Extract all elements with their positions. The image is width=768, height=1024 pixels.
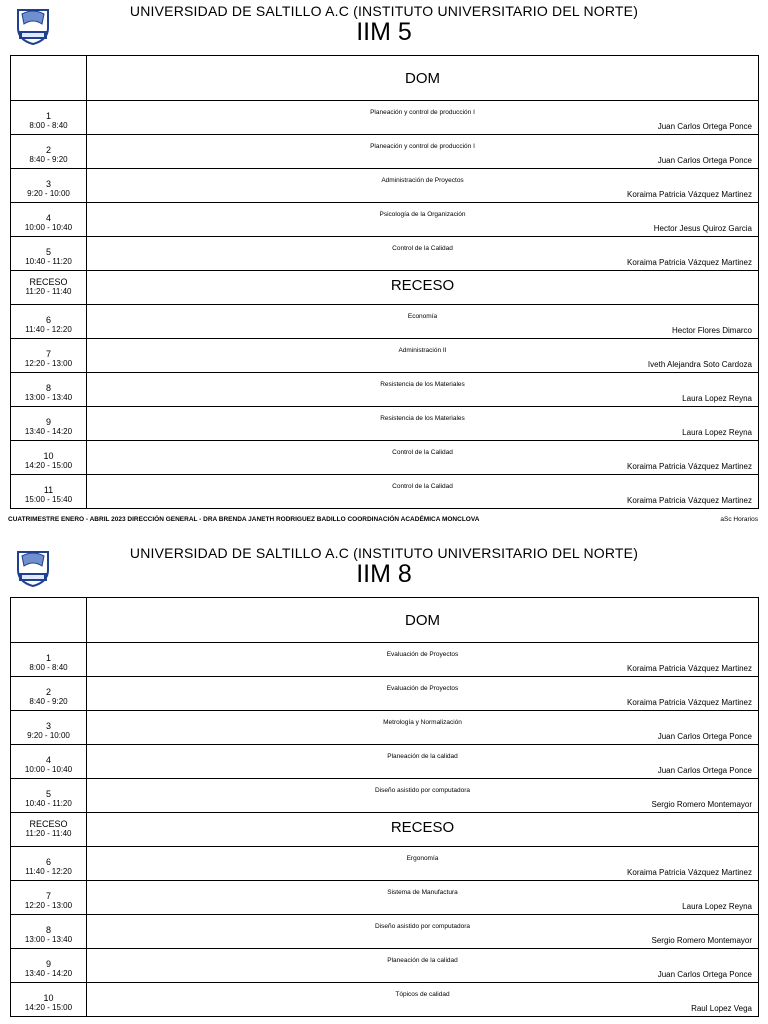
period-number: 5 bbox=[45, 789, 51, 799]
recess-label: RECESO bbox=[390, 819, 455, 836]
period-label bbox=[11, 643, 87, 677]
period-label bbox=[11, 475, 87, 509]
subject-name: Diseño asistido por computadora bbox=[374, 787, 471, 794]
period-number: 1 bbox=[45, 653, 51, 663]
period-number: 8 bbox=[45, 925, 51, 935]
period-row bbox=[11, 407, 759, 441]
period-label bbox=[11, 339, 87, 373]
period-time: 14:20 - 15:00 bbox=[24, 461, 73, 470]
teacher-name: Koraima Patricia Vázquez Martinez bbox=[627, 258, 752, 267]
teacher-name: Raul Lopez Vega bbox=[691, 1004, 752, 1013]
corner-cell bbox=[11, 598, 87, 643]
period-label bbox=[11, 881, 87, 915]
period-time: 12:20 - 13:00 bbox=[24, 901, 73, 910]
teacher-name: Koraima Patricia Vázquez Martinez bbox=[627, 190, 752, 199]
class-cell bbox=[87, 643, 759, 677]
period-time: 10:00 - 10:40 bbox=[24, 223, 73, 232]
institution-name: UNIVERSIDAD DE SALTILLO A.C (INSTITUTO UNIVERSITARIO DEL NORTE) bbox=[129, 3, 639, 19]
period-number: 10 bbox=[43, 993, 54, 1003]
period-row bbox=[11, 441, 759, 475]
period-row bbox=[11, 745, 759, 779]
period-row bbox=[11, 101, 759, 135]
teacher-name: Koraima Patricia Vázquez Martinez bbox=[627, 664, 752, 673]
period-number: RECESO bbox=[29, 277, 68, 287]
subject-name: Tópicos de calidad bbox=[395, 991, 450, 998]
teacher-name: Juan Carlos Ortega Ponce bbox=[657, 156, 752, 165]
teacher-name: Sergio Romero Montemayor bbox=[651, 800, 752, 809]
teacher-name: Juan Carlos Ortega Ponce bbox=[657, 732, 752, 741]
period-number: 9 bbox=[45, 417, 51, 427]
period-time: 11:20 - 11:40 bbox=[25, 287, 72, 296]
subject-name: Resistencia de los Materiales bbox=[380, 415, 465, 422]
period-label bbox=[11, 169, 87, 203]
period-row bbox=[11, 643, 759, 677]
subject-name: Ergonomía bbox=[406, 855, 439, 862]
class-cell bbox=[87, 983, 759, 1017]
period-label bbox=[11, 373, 87, 407]
period-row bbox=[11, 677, 759, 711]
period-time: 10:40 - 11:20 bbox=[25, 799, 72, 808]
recess-cell bbox=[87, 813, 759, 847]
period-time: 14:20 - 15:00 bbox=[24, 1003, 73, 1012]
period-number: 3 bbox=[45, 721, 51, 731]
class-cell bbox=[87, 779, 759, 813]
subject-name: Control de la Calidad bbox=[392, 449, 453, 456]
header-row bbox=[11, 598, 759, 643]
period-time: 8:40 - 9:20 bbox=[29, 697, 68, 706]
period-label bbox=[11, 407, 87, 441]
period-time: 15:00 - 15:40 bbox=[24, 495, 73, 504]
class-cell bbox=[87, 677, 759, 711]
schedule-table bbox=[10, 55, 759, 509]
schedule-title: IIM 8 bbox=[356, 560, 412, 588]
period-number: 6 bbox=[45, 315, 51, 325]
period-number: 1 bbox=[45, 111, 51, 121]
class-cell bbox=[87, 745, 759, 779]
period-row bbox=[11, 475, 759, 509]
period-label bbox=[11, 237, 87, 271]
subject-name: Evaluación de Proyectos bbox=[386, 651, 459, 658]
subject-name: Evaluación de Proyectos bbox=[386, 685, 459, 692]
period-time: 8:00 - 8:40 bbox=[29, 663, 68, 672]
subject-name: Planeación de la calidad bbox=[387, 753, 458, 760]
period-number: 11 bbox=[43, 485, 54, 495]
period-time: 9:20 - 10:00 bbox=[27, 731, 70, 740]
period-number: 9 bbox=[45, 959, 51, 969]
period-time: 8:00 - 8:40 bbox=[29, 121, 68, 130]
period-label bbox=[11, 711, 87, 745]
period-number: 5 bbox=[45, 247, 51, 257]
teacher-name: Koraima Patricia Vázquez Martinez bbox=[627, 698, 752, 707]
period-label bbox=[11, 779, 87, 813]
period-label bbox=[11, 305, 87, 339]
subject-name: Planeación de la calidad bbox=[387, 957, 458, 964]
footer bbox=[8, 516, 758, 523]
period-label bbox=[11, 813, 87, 847]
class-cell bbox=[87, 881, 759, 915]
teacher-name: Juan Carlos Ortega Ponce bbox=[657, 766, 752, 775]
corner-cell bbox=[11, 56, 87, 101]
period-time: 11:20 - 11:40 bbox=[25, 829, 72, 838]
class-cell bbox=[87, 711, 759, 745]
period-label bbox=[11, 203, 87, 237]
period-label bbox=[11, 677, 87, 711]
teacher-name: Koraima Patricia Vázquez Martinez bbox=[627, 868, 752, 877]
period-number: 7 bbox=[45, 349, 51, 359]
class-cell bbox=[87, 407, 759, 441]
period-number: 8 bbox=[45, 383, 51, 393]
period-label bbox=[11, 271, 87, 305]
recess-row bbox=[11, 813, 759, 847]
period-number: 4 bbox=[45, 213, 51, 223]
period-time: 8:40 - 9:20 bbox=[29, 155, 68, 164]
teacher-name: Iveth Alejandra Soto Cardoza bbox=[647, 360, 752, 369]
day-header: DOM bbox=[87, 598, 759, 643]
class-cell bbox=[87, 305, 759, 339]
class-cell bbox=[87, 441, 759, 475]
teacher-name: Laura Lopez Reyna bbox=[682, 902, 752, 911]
period-row bbox=[11, 915, 759, 949]
period-label bbox=[11, 135, 87, 169]
period-label bbox=[11, 847, 87, 881]
period-label bbox=[11, 949, 87, 983]
period-row bbox=[11, 779, 759, 813]
teacher-name: Juan Carlos Ortega Ponce bbox=[657, 970, 752, 979]
period-label bbox=[11, 983, 87, 1017]
period-label bbox=[11, 441, 87, 475]
period-row bbox=[11, 305, 759, 339]
header-row bbox=[11, 56, 759, 101]
period-time: 10:40 - 11:20 bbox=[25, 257, 72, 266]
period-number: 4 bbox=[45, 755, 51, 765]
footer-brand: aSc Horarios bbox=[720, 516, 758, 523]
teacher-name: Koraima Patricia Vázquez Martinez bbox=[627, 462, 752, 471]
teacher-name: Sergio Romero Montemayor bbox=[651, 936, 752, 945]
subject-name: Administración de Proyectos bbox=[381, 177, 464, 184]
subject-name: Diseño asistido por computadora bbox=[374, 923, 471, 930]
recess-row bbox=[11, 271, 759, 305]
period-row bbox=[11, 339, 759, 373]
subject-name: Planeación y control de producción I bbox=[370, 109, 475, 116]
teacher-name: Koraima Patricia Vázquez Martinez bbox=[627, 496, 752, 505]
teacher-name: Laura Lopez Reyna bbox=[682, 394, 752, 403]
teacher-name: Hector Jesus Quiroz Garcia bbox=[653, 224, 752, 233]
period-time: 11:40 - 12:20 bbox=[25, 867, 72, 876]
teacher-name: Hector Flores Dimarco bbox=[671, 326, 752, 335]
subject-name: Planeación y control de producción I bbox=[370, 143, 475, 150]
period-time: 13:40 - 14:20 bbox=[24, 969, 73, 978]
period-time: 10:00 - 10:40 bbox=[24, 765, 73, 774]
period-row bbox=[11, 169, 759, 203]
class-cell bbox=[87, 135, 759, 169]
period-number: 3 bbox=[45, 179, 51, 189]
period-label bbox=[11, 745, 87, 779]
subject-name: Metrología y Normalización bbox=[383, 719, 462, 726]
footer-text: CUATRIMESTRE ENERO - ABRIL 2023 DIRECCIÓN GENERAL - DRA BRENDA JANETH RODRIGUEZ BADILLO COORDINACIÓN ACADÉMICA MONCLOVA bbox=[8, 516, 480, 523]
class-cell bbox=[87, 339, 759, 373]
period-time: 11:40 - 12:20 bbox=[25, 325, 72, 334]
period-row bbox=[11, 711, 759, 745]
class-cell bbox=[87, 373, 759, 407]
subject-name: Administración II bbox=[398, 347, 447, 354]
period-number: 2 bbox=[45, 145, 51, 155]
class-cell bbox=[87, 949, 759, 983]
period-number: RECESO bbox=[29, 819, 68, 829]
subject-name: Economía bbox=[407, 313, 438, 320]
period-row bbox=[11, 237, 759, 271]
class-cell bbox=[87, 203, 759, 237]
period-number: 10 bbox=[43, 451, 54, 461]
period-row bbox=[11, 847, 759, 881]
institution-name: UNIVERSIDAD DE SALTILLO A.C (INSTITUTO UNIVERSITARIO DEL NORTE) bbox=[129, 545, 639, 561]
class-cell bbox=[87, 101, 759, 135]
period-time: 13:00 - 13:40 bbox=[24, 393, 73, 402]
subject-name: Control de la Calidad bbox=[392, 245, 453, 252]
class-cell bbox=[87, 847, 759, 881]
period-label bbox=[11, 915, 87, 949]
teacher-name: Laura Lopez Reyna bbox=[682, 428, 752, 437]
subject-name: Sistema de Manufactura bbox=[387, 889, 458, 896]
period-number: 2 bbox=[45, 687, 51, 697]
period-row bbox=[11, 203, 759, 237]
period-row bbox=[11, 135, 759, 169]
schedule-table bbox=[10, 597, 759, 1017]
recess-label: RECESO bbox=[390, 277, 455, 294]
period-time: 13:00 - 13:40 bbox=[24, 935, 73, 944]
period-number: 7 bbox=[45, 891, 51, 901]
class-cell bbox=[87, 169, 759, 203]
period-row bbox=[11, 949, 759, 983]
period-row bbox=[11, 373, 759, 407]
period-label bbox=[11, 101, 87, 135]
period-number: 6 bbox=[45, 857, 51, 867]
period-time: 9:20 - 10:00 bbox=[27, 189, 70, 198]
period-row bbox=[11, 881, 759, 915]
subject-name: Psicología de la Organización bbox=[379, 211, 466, 218]
day-header: DOM bbox=[87, 56, 759, 101]
period-row bbox=[11, 983, 759, 1017]
schedule-title: IIM 5 bbox=[356, 18, 412, 46]
subject-name: Control de la Calidad bbox=[392, 483, 453, 490]
period-time: 13:40 - 14:20 bbox=[24, 427, 73, 436]
class-cell bbox=[87, 475, 759, 509]
teacher-name: Juan Carlos Ortega Ponce bbox=[657, 122, 752, 131]
class-cell bbox=[87, 237, 759, 271]
recess-cell bbox=[87, 271, 759, 305]
period-time: 12:20 - 13:00 bbox=[24, 359, 73, 368]
subject-name: Resistencia de los Materiales bbox=[380, 381, 465, 388]
class-cell bbox=[87, 915, 759, 949]
